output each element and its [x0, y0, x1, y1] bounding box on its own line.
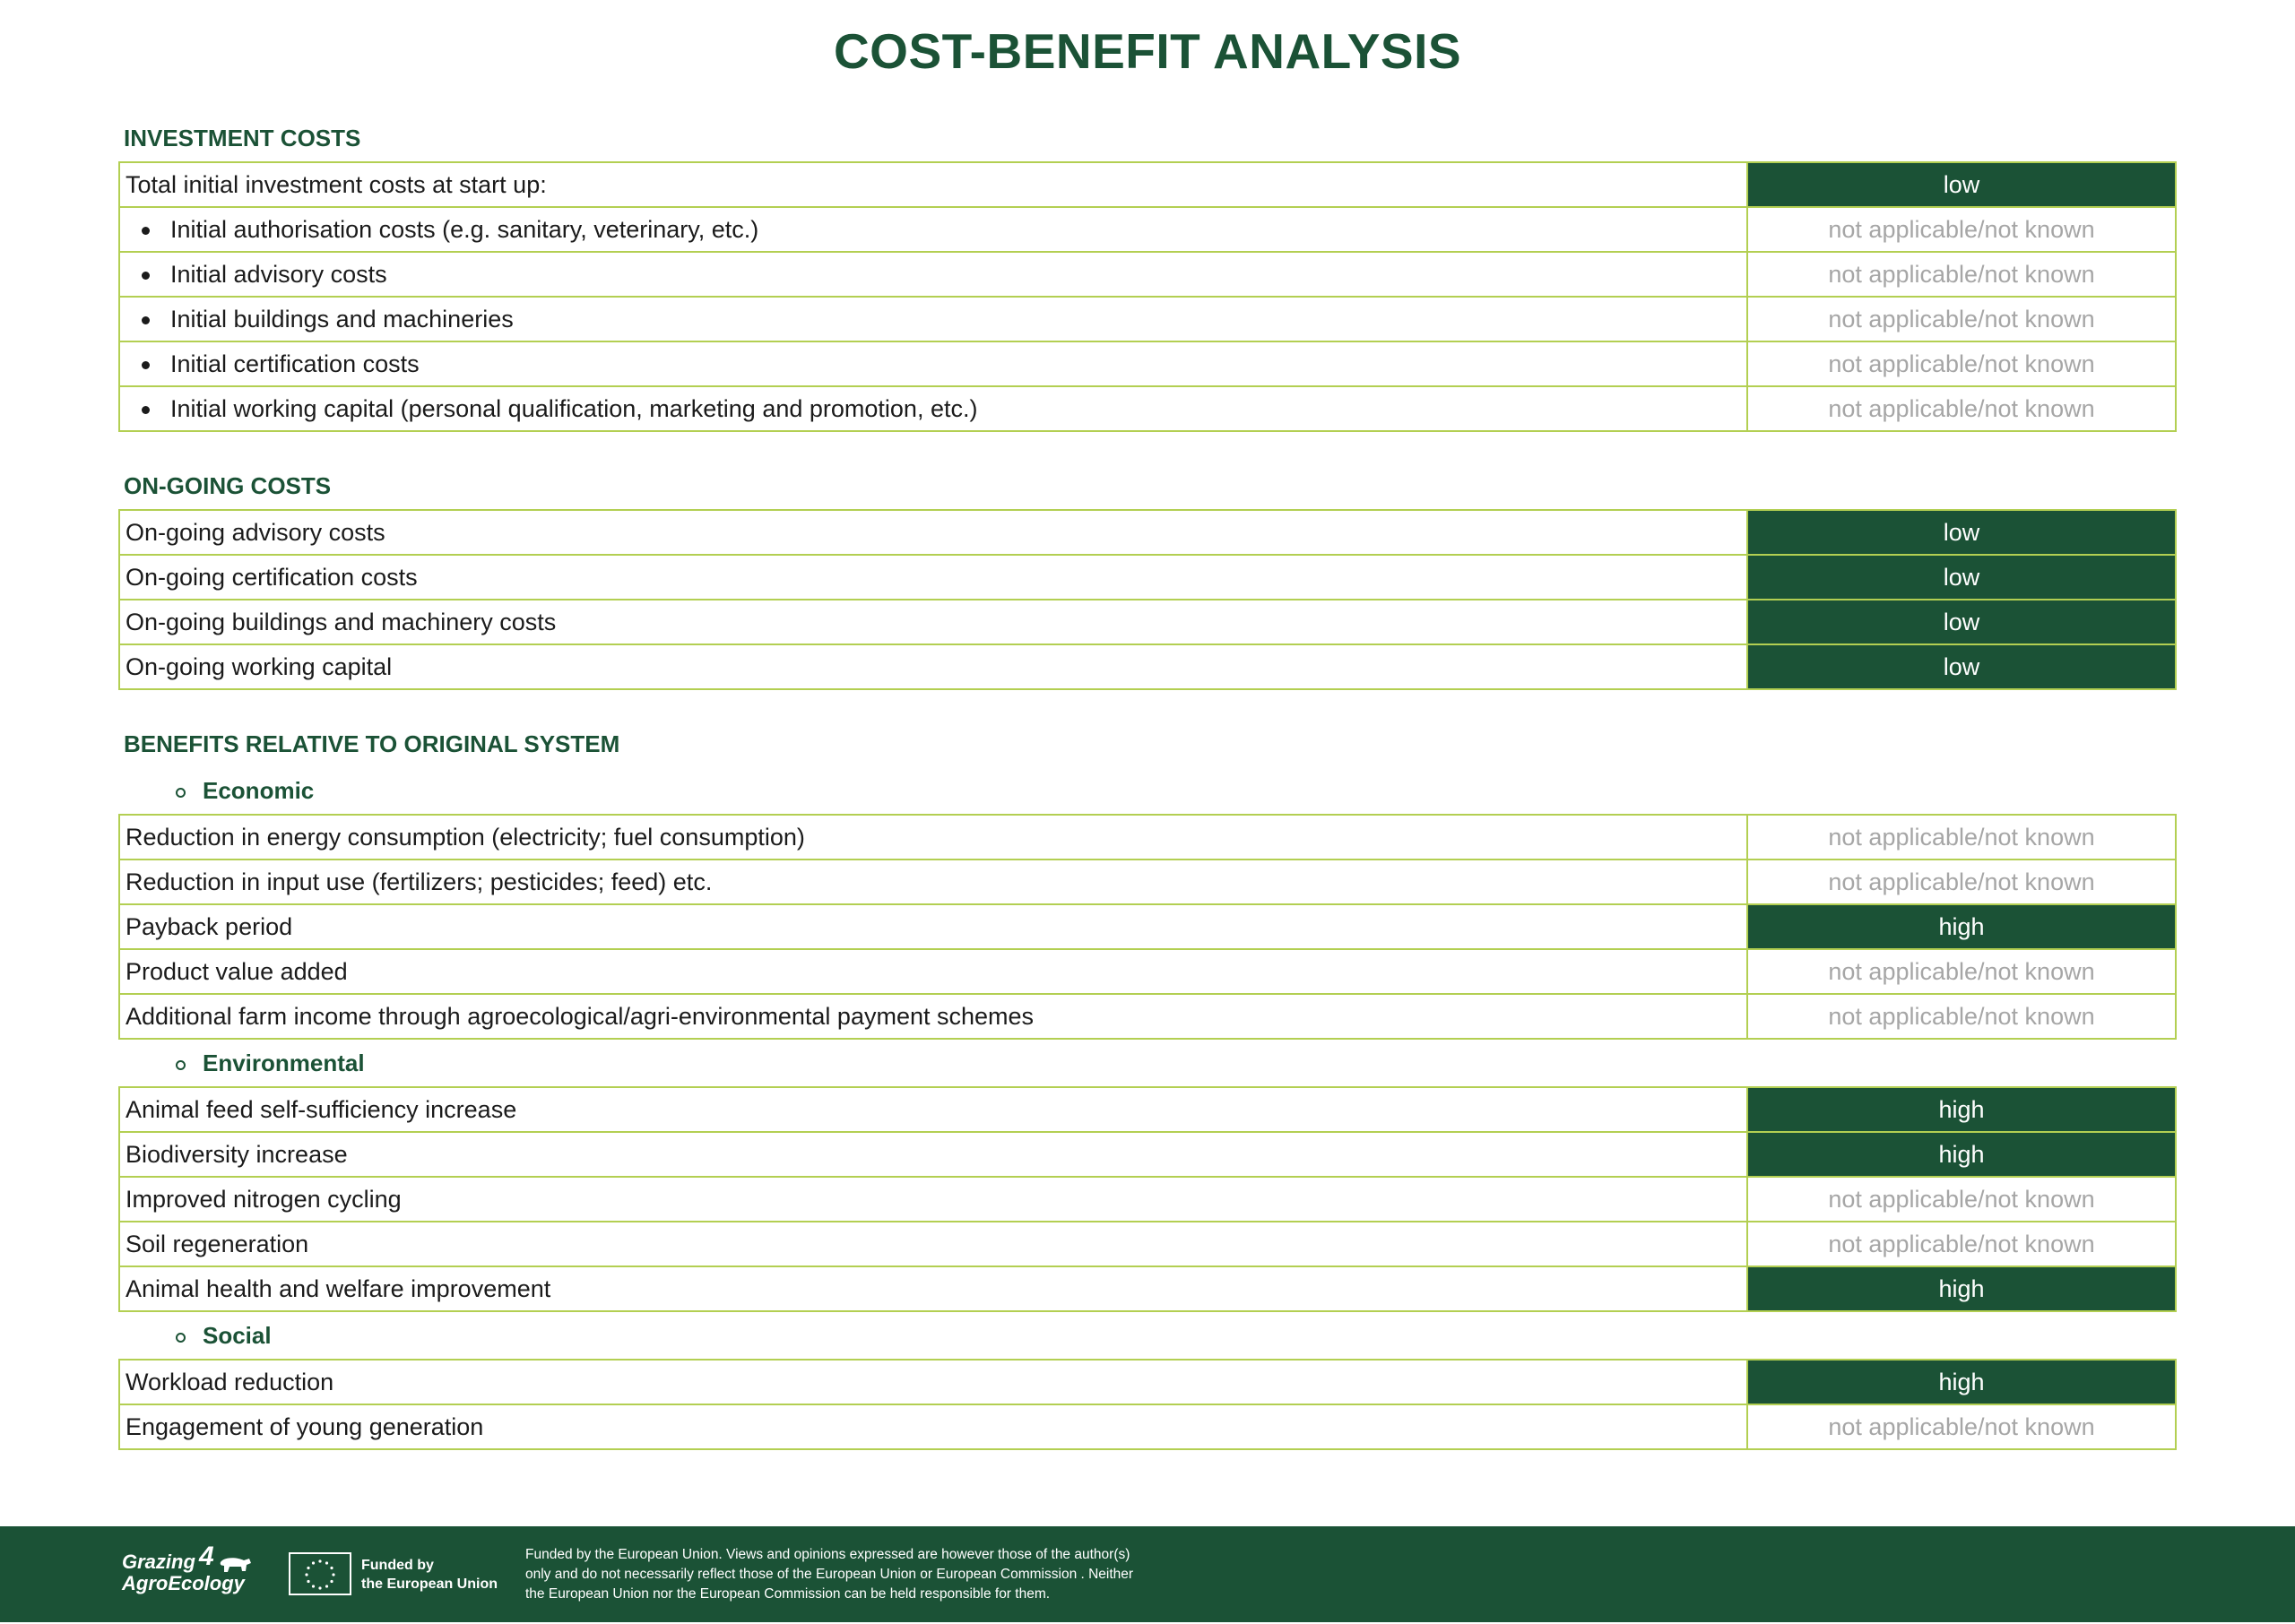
- row-label: [119, 386, 1747, 431]
- table-row: [119, 341, 2176, 386]
- table-row: [119, 1222, 2176, 1266]
- rating-value: low: [1747, 600, 2176, 644]
- rating-value: high: [1747, 1360, 2176, 1404]
- row-label-text: On-going certification costs: [126, 564, 418, 591]
- environmental-subheading: [118, 1040, 2177, 1086]
- economic-subheading: [118, 767, 2177, 814]
- table-row: [119, 1360, 2176, 1404]
- row-label-text: Initial advisory costs: [170, 261, 387, 288]
- environmental-subheading-label: Environmental: [203, 1050, 365, 1076]
- rating-value: not applicable/not known: [1747, 207, 2176, 252]
- row-label: [119, 815, 1747, 860]
- row-label-text: On-going working capital: [126, 653, 393, 680]
- rating-value: low: [1747, 644, 2176, 689]
- table-row: [119, 555, 2176, 600]
- rating-value: not applicable/not known: [1747, 1404, 2176, 1449]
- ongoing-costs-table: [118, 509, 2177, 690]
- disclaimer-line: only and do not necessarily reflect those of the European Union or European Commission . Neither: [525, 1567, 1134, 1582]
- row-label: [119, 341, 1747, 386]
- rating-value: not applicable/not known: [1747, 297, 2176, 341]
- social-subheading-label: Social: [203, 1322, 272, 1349]
- bullet-icon: [142, 227, 150, 235]
- table-row: [119, 644, 2176, 689]
- table-row: [119, 252, 2176, 297]
- row-label-text: Reduction in input use (fertilizers; pesticides; feed) etc.: [126, 868, 713, 895]
- row-label: [119, 1087, 1747, 1132]
- investment-costs-table: [118, 161, 2177, 432]
- grazing-agroecology-logo: [122, 1542, 245, 1594]
- table-row: [119, 1266, 2176, 1311]
- row-label-text: Additional farm income through agroecological/agri-environmental payment schemes: [126, 1003, 1035, 1030]
- rating-value: high: [1747, 1132, 2176, 1177]
- disclaimer-line: Funded by the European Union. Views and opinions expressed are however those of the author(s): [525, 1547, 1130, 1562]
- bullet-icon: [142, 316, 150, 324]
- row-label-text: Payback period: [126, 913, 293, 940]
- eu-funding-label: [361, 1556, 498, 1594]
- social-benefits-table: [118, 1359, 2177, 1450]
- row-label: [119, 994, 1747, 1039]
- table-row: [119, 860, 2176, 904]
- row-label: [119, 1266, 1747, 1311]
- table-row: [119, 1404, 2176, 1449]
- rating-value: high: [1747, 904, 2176, 949]
- table-row: [119, 1132, 2176, 1177]
- rating-value: not applicable/not known: [1747, 252, 2176, 297]
- cost-benefit-content: [118, 115, 2177, 1450]
- circle-bullet-icon: [176, 1333, 186, 1343]
- rating-value: not applicable/not known: [1747, 341, 2176, 386]
- row-label: [119, 1360, 1747, 1404]
- rating-value: not applicable/not known: [1747, 1222, 2176, 1266]
- eu-funding-line2: the European Union: [361, 1576, 498, 1592]
- row-label-text: Initial certification costs: [170, 350, 420, 377]
- ongoing-costs-heading: ON-GOING COSTS: [124, 472, 332, 499]
- row-label: [119, 904, 1747, 949]
- table-row: [119, 600, 2176, 644]
- row-label: [119, 1132, 1747, 1177]
- rating-value: low: [1747, 555, 2176, 600]
- row-label-text: On-going advisory costs: [126, 519, 385, 546]
- eu-disclaimer: [525, 1545, 1243, 1604]
- rating-value: not applicable/not known: [1747, 994, 2176, 1039]
- economic-subheading-label: Economic: [203, 777, 315, 804]
- row-label: [119, 1404, 1747, 1449]
- circle-bullet-icon: [176, 788, 186, 798]
- row-label-text: Engagement of young generation: [126, 1413, 484, 1440]
- table-row: [119, 297, 2176, 341]
- row-label-text: Biodiversity increase: [126, 1141, 348, 1168]
- rating-value: low: [1747, 162, 2176, 207]
- table-row: [119, 994, 2176, 1039]
- row-label: [119, 600, 1747, 644]
- table-row: [119, 510, 2176, 555]
- table-row: [119, 386, 2176, 431]
- row-label-text: Improved nitrogen cycling: [126, 1186, 402, 1213]
- row-label: [119, 162, 1747, 207]
- row-label-text: Soil regeneration: [126, 1231, 309, 1257]
- row-label: [119, 297, 1747, 341]
- table-row: [119, 904, 2176, 949]
- row-label-text: Workload reduction: [126, 1369, 334, 1395]
- row-label-text: Initial working capital (personal qualification, marketing and promotion, etc.): [170, 395, 978, 422]
- row-label-text: Reduction in energy consumption (electricity; fuel consumption): [126, 824, 805, 851]
- row-label: [119, 644, 1747, 689]
- row-label: [119, 555, 1747, 600]
- row-label-text: Total initial investment costs at start up:: [126, 171, 547, 198]
- rating-value: not applicable/not known: [1747, 386, 2176, 431]
- table-row: [119, 162, 2176, 207]
- row-label-text: Animal feed self-sufficiency increase: [126, 1096, 517, 1123]
- rating-value: high: [1747, 1087, 2176, 1132]
- table-row: [119, 815, 2176, 860]
- row-label: [119, 207, 1747, 252]
- logo-text-line1: Grazing: [122, 1551, 195, 1573]
- bullet-icon: [142, 406, 150, 414]
- row-label: [119, 949, 1747, 994]
- row-label-text: Initial buildings and machineries: [170, 306, 514, 333]
- environmental-benefits-table: [118, 1086, 2177, 1312]
- benefits-heading: BENEFITS RELATIVE TO ORIGINAL SYSTEM: [124, 730, 620, 757]
- logo-number: 4: [199, 1542, 214, 1571]
- page-title: COST-BENEFIT ANALYSIS: [833, 23, 1462, 79]
- cow-icon: [219, 1555, 253, 1575]
- row-label: [119, 860, 1747, 904]
- disclaimer-line: the European Union nor the European Commission can be held responsible for them.: [525, 1586, 1051, 1602]
- logo-text-line2: AgroEcology: [122, 1572, 245, 1594]
- investment-costs-heading: INVESTMENT COSTS: [124, 125, 361, 151]
- table-row: [119, 1177, 2176, 1222]
- social-subheading: [118, 1312, 2177, 1359]
- row-label: [119, 510, 1747, 555]
- rating-value: high: [1747, 1266, 2176, 1311]
- row-label-text: On-going buildings and machinery costs: [126, 609, 557, 635]
- rating-value: low: [1747, 510, 2176, 555]
- circle-bullet-icon: [176, 1060, 186, 1070]
- row-label-text: Animal health and welfare improvement: [126, 1275, 551, 1302]
- row-label-text: Product value added: [126, 958, 348, 985]
- row-label-text: Initial authorisation costs (e.g. sanitary, veterinary, etc.): [170, 216, 759, 243]
- rating-value: not applicable/not known: [1747, 815, 2176, 860]
- table-row: [119, 1087, 2176, 1132]
- bullet-icon: [142, 272, 150, 280]
- row-label: [119, 1177, 1747, 1222]
- rating-value: not applicable/not known: [1747, 1177, 2176, 1222]
- eu-funding-line1: Funded by: [361, 1558, 434, 1573]
- table-row: [119, 949, 2176, 994]
- row-label: [119, 252, 1747, 297]
- bullet-icon: [142, 361, 150, 369]
- table-row: [119, 207, 2176, 252]
- eu-flag-icon: [289, 1552, 351, 1595]
- rating-value: not applicable/not known: [1747, 860, 2176, 904]
- row-label: [119, 1222, 1747, 1266]
- economic-benefits-table: [118, 814, 2177, 1040]
- footer-bar: [0, 1526, 2295, 1622]
- rating-value: not applicable/not known: [1747, 949, 2176, 994]
